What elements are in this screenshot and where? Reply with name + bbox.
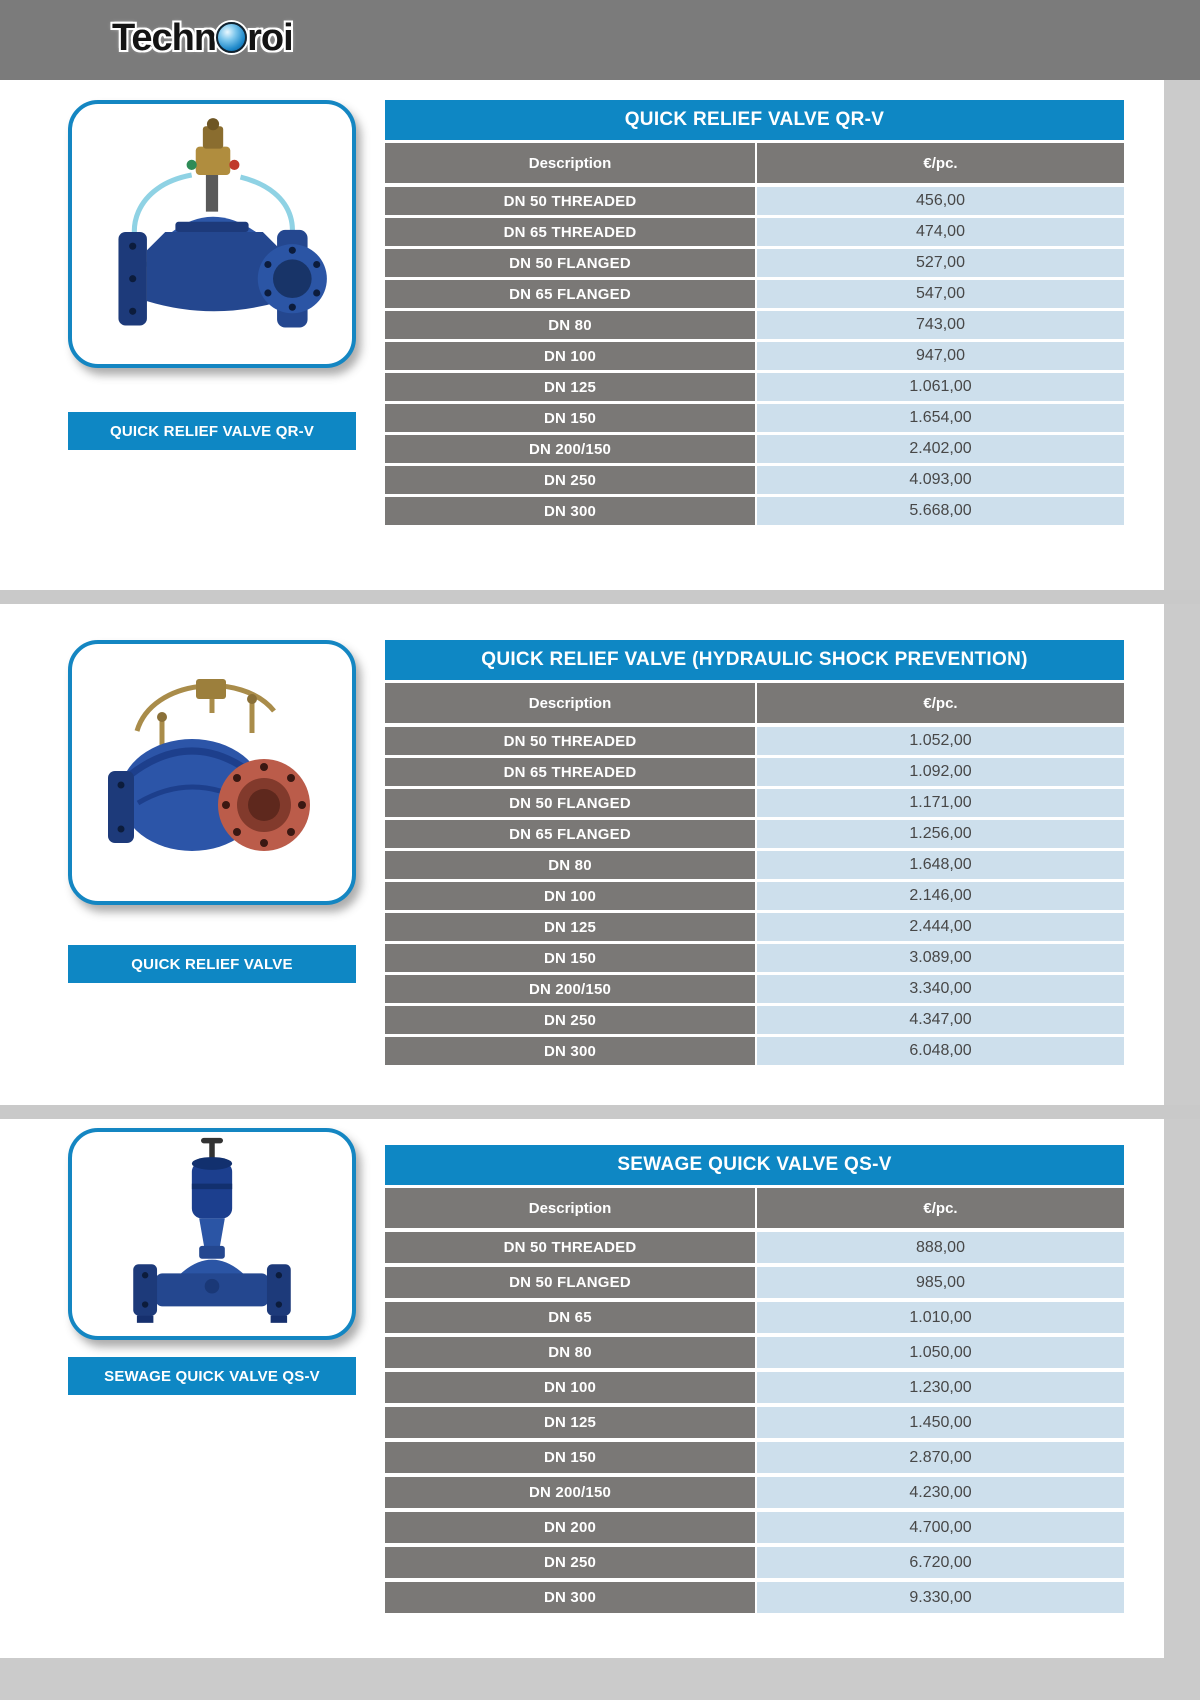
table-rows [385,727,1124,1065]
table-row [385,342,1124,370]
table-row [385,1337,1124,1368]
row-price: 456,00 [757,187,1124,215]
brand-logo-text-right: roi [247,17,293,59]
row-price: 527,00 [757,249,1124,277]
row-description: DN 125 [385,373,755,401]
brand-logo-text-left: Techn [112,17,217,59]
row-price: 888,00 [757,1232,1124,1263]
row-price: 2.146,00 [757,882,1124,910]
product-image-box [68,640,356,905]
row-description: DN 65 FLANGED [385,820,755,848]
row-price: 4.347,00 [757,1006,1124,1034]
table-row [385,280,1124,308]
row-price: 1.450,00 [757,1407,1124,1438]
column-header-price: €/pc. [757,143,1124,183]
row-price: 1.230,00 [757,1372,1124,1403]
row-description: DN 100 [385,342,755,370]
table-row [385,882,1124,910]
sewage-quick-valve-qsv-photo [102,1136,322,1332]
row-description: DN 65 [385,1302,755,1333]
table-row [385,944,1124,972]
row-description: DN 250 [385,1006,755,1034]
table-row [385,311,1124,339]
table-row [385,1006,1124,1034]
row-description: DN 80 [385,851,755,879]
table-row [385,913,1124,941]
row-price: 2.870,00 [757,1442,1124,1473]
row-price: 743,00 [757,311,1124,339]
row-description: DN 50 THREADED [385,1232,755,1263]
table-title: SEWAGE QUICK VALVE QS-V [385,1145,1124,1185]
table-rows [385,1232,1124,1613]
table-row [385,1232,1124,1263]
section-divider [0,590,1200,604]
row-price: 547,00 [757,280,1124,308]
row-description: DN 150 [385,1442,755,1473]
row-price: 985,00 [757,1267,1124,1298]
row-price: 6.048,00 [757,1037,1124,1065]
table-row [385,497,1124,525]
table-row [385,1477,1124,1508]
row-price: 1.092,00 [757,758,1124,786]
row-description: DN 200 [385,1512,755,1543]
column-header-description: Description [385,683,755,723]
column-header-price: €/pc. [757,1188,1124,1228]
row-description: DN 100 [385,882,755,910]
table-row [385,404,1124,432]
table-row [385,1407,1124,1438]
row-description: DN 250 [385,466,755,494]
quick-relief-valve-photo [90,653,334,893]
row-price: 9.330,00 [757,1582,1124,1613]
row-description: DN 200/150 [385,975,755,1003]
row-price: 2.444,00 [757,913,1124,941]
row-description: DN 80 [385,311,755,339]
product-image-box [68,1128,356,1340]
row-price: 1.171,00 [757,789,1124,817]
row-description: DN 50 FLANGED [385,249,755,277]
row-description: DN 300 [385,497,755,525]
section-divider [0,1105,1200,1119]
column-header-description: Description [385,1188,755,1228]
table-row [385,218,1124,246]
row-price: 1.256,00 [757,820,1124,848]
row-price: 5.668,00 [757,497,1124,525]
table-row [385,851,1124,879]
right-margin-strip [1164,80,1200,1700]
row-price: 1.010,00 [757,1302,1124,1333]
price-table [385,100,1124,528]
table-row [385,249,1124,277]
row-description: DN 50 FLANGED [385,789,755,817]
row-description: DN 250 [385,1547,755,1578]
price-table [385,1145,1124,1617]
globe-icon [216,22,247,53]
row-price: 2.402,00 [757,435,1124,463]
table-row [385,820,1124,848]
table-row [385,1442,1124,1473]
table-rows [385,187,1124,525]
row-description: DN 80 [385,1337,755,1368]
brand-logo [112,17,293,60]
table-row [385,1547,1124,1578]
price-table [385,640,1124,1068]
row-price: 1.061,00 [757,373,1124,401]
row-price: 474,00 [757,218,1124,246]
table-row [385,1037,1124,1065]
table-row [385,187,1124,215]
product-image-box [68,100,356,368]
row-description: DN 65 THREADED [385,758,755,786]
table-row [385,1512,1124,1543]
row-description: DN 100 [385,1372,755,1403]
row-description: DN 65 THREADED [385,218,755,246]
row-description: DN 200/150 [385,435,755,463]
row-description: DN 125 [385,1407,755,1438]
quick-relief-valve-qrv-photo [90,112,334,356]
table-row [385,435,1124,463]
table-row [385,975,1124,1003]
table-row [385,1267,1124,1298]
row-description: DN 50 THREADED [385,187,755,215]
row-description: DN 150 [385,404,755,432]
top-header-bar [0,0,1200,80]
row-description: DN 300 [385,1037,755,1065]
row-price: 4.093,00 [757,466,1124,494]
table-column-headers [385,1188,1124,1228]
column-header-price: €/pc. [757,683,1124,723]
row-price: 1.654,00 [757,404,1124,432]
row-price: 3.089,00 [757,944,1124,972]
row-description: DN 50 FLANGED [385,1267,755,1298]
table-row [385,789,1124,817]
table-row [385,466,1124,494]
product-caption: SEWAGE QUICK VALVE QS-V [68,1357,356,1395]
row-price: 3.340,00 [757,975,1124,1003]
row-price: 4.230,00 [757,1477,1124,1508]
row-price: 4.700,00 [757,1512,1124,1543]
row-price: 1.050,00 [757,1337,1124,1368]
row-description: DN 150 [385,944,755,972]
product-caption: QUICK RELIEF VALVE QR-V [68,412,356,450]
row-description: DN 200/150 [385,1477,755,1508]
row-price: 947,00 [757,342,1124,370]
table-column-headers [385,143,1124,183]
table-row [385,373,1124,401]
product-caption: QUICK RELIEF VALVE [68,945,356,983]
table-title: QUICK RELIEF VALVE (HYDRAULIC SHOCK PREVENTION) [385,640,1124,680]
row-description: DN 300 [385,1582,755,1613]
table-column-headers [385,683,1124,723]
row-description: DN 50 THREADED [385,727,755,755]
row-description: DN 65 FLANGED [385,280,755,308]
table-row [385,1372,1124,1403]
row-price: 6.720,00 [757,1547,1124,1578]
table-row [385,758,1124,786]
table-title: QUICK RELIEF VALVE QR-V [385,100,1124,140]
table-row [385,727,1124,755]
row-description: DN 125 [385,913,755,941]
table-row [385,1302,1124,1333]
bottom-margin-band [0,1658,1200,1700]
column-header-description: Description [385,143,755,183]
row-price: 1.648,00 [757,851,1124,879]
row-price: 1.052,00 [757,727,1124,755]
table-row [385,1582,1124,1613]
